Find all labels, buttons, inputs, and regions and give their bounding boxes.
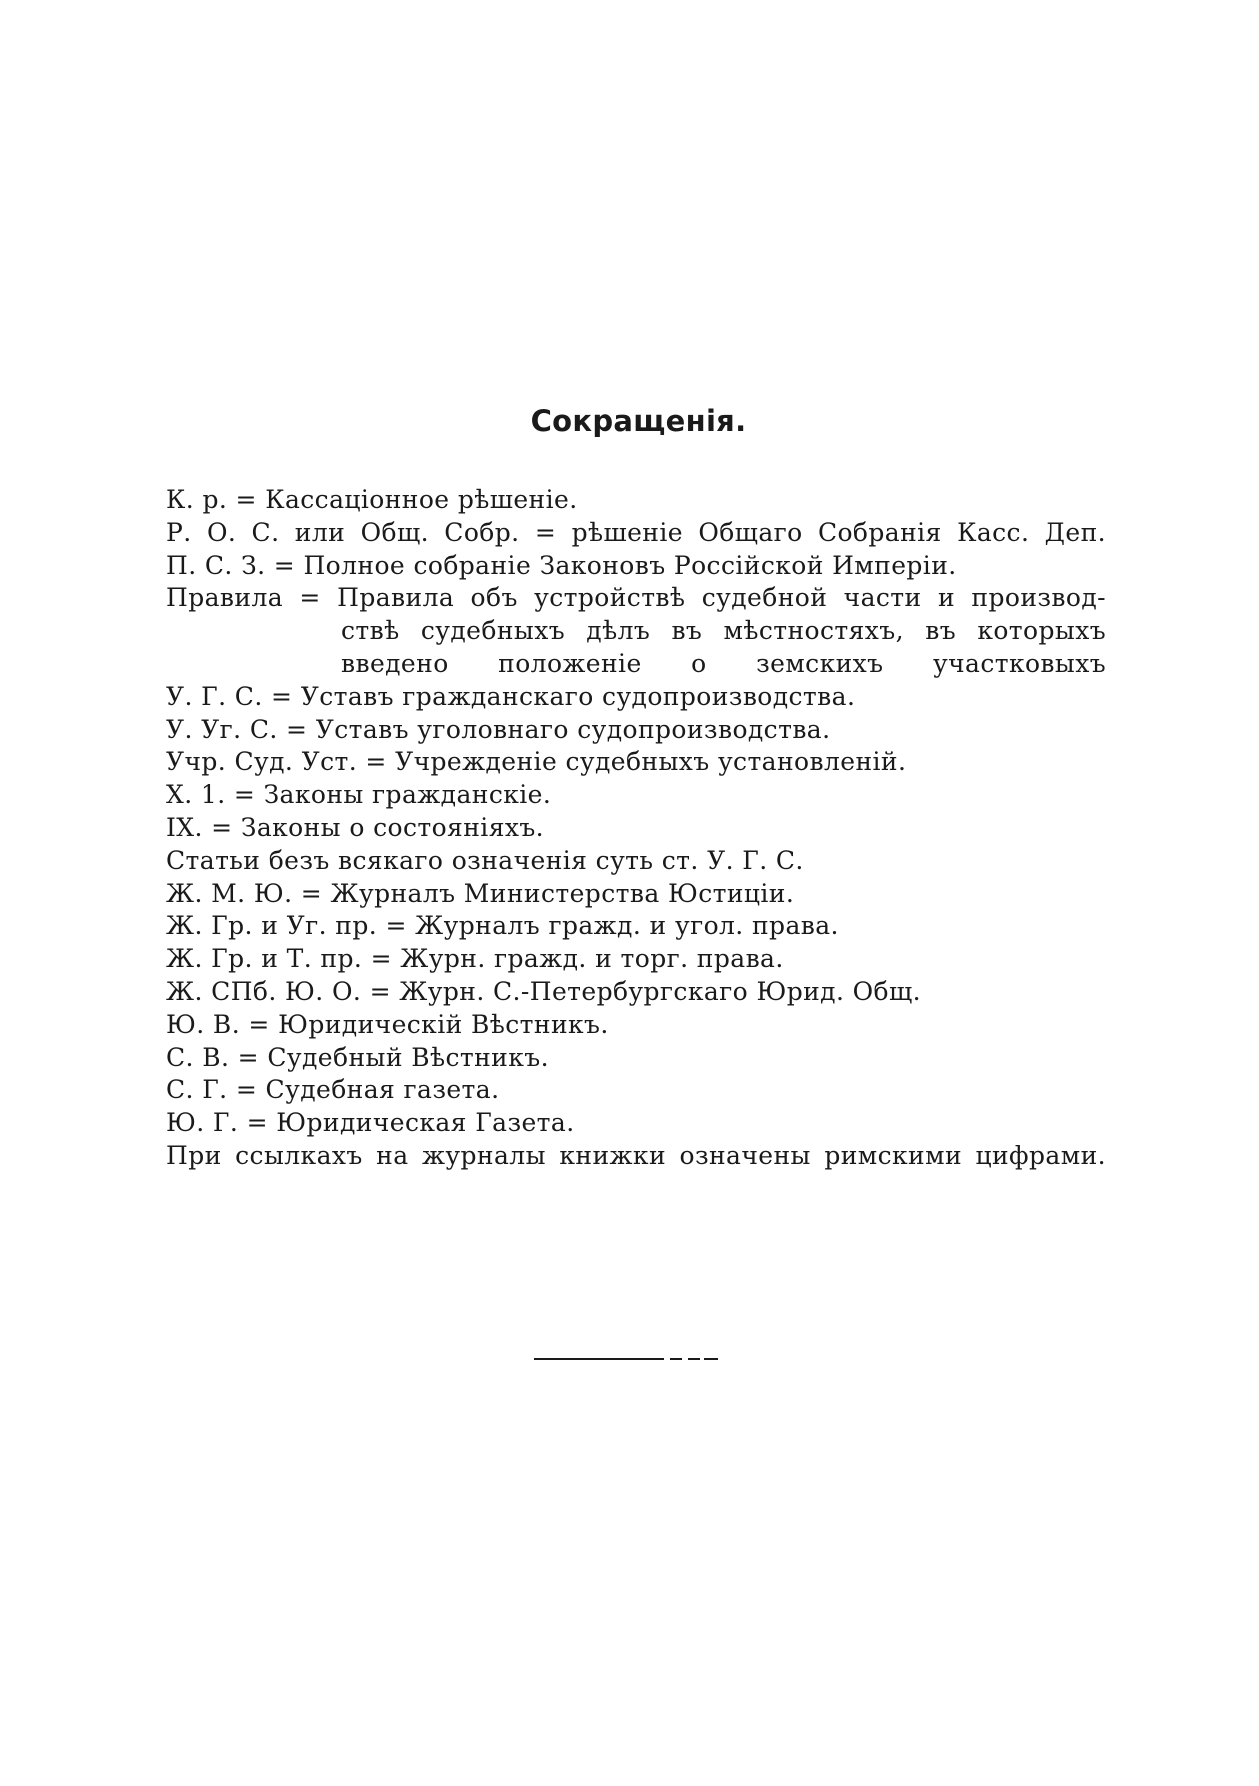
abbreviation-entry: Правила = Правила объ устройствѣ судебной части и производ- — [166, 583, 1106, 613]
abbreviation-entry: Р. О. С. или Общ. Собр. = рѣшеніе Общаго Собранія Касс. Деп. — [166, 517, 1106, 547]
abbreviation-entry: Ж. М. Ю. = Журналъ Министерства Юстиціи. — [166, 878, 795, 908]
abbreviation-entry: IX. = Законы о состояніяхъ. — [166, 812, 545, 842]
abbreviation-entry-continuation: введено положеніе о земскихъ участковыхъ — [341, 648, 1106, 678]
abbreviation-entry-continuation: ствѣ судебныхъ дѣлъ въ мѣстностяхъ, въ которыхъ — [341, 616, 1106, 646]
abbreviation-note: Статьи безъ всякаго означенія суть ст. У. Г. С. — [166, 845, 804, 875]
abbreviation-entry: П. С. З. = Полное собраніе Законовъ Россійской Имперіи. — [166, 550, 957, 580]
abbreviation-entry: Ж. СПб. Ю. О. = Журн. С.-Петербургскаго Юрид. Общ. — [166, 976, 921, 1006]
abbreviation-entry: Учр. Суд. Уст. = Учрежденіе судебныхъ установленій. — [166, 747, 907, 777]
abbreviation-entry: У. Уг. С. = Уставъ уголовнаго судопроизводства. — [166, 714, 831, 744]
page-title: Сокращенія. — [530, 404, 747, 438]
abbreviation-entry: С. Г. = Судебная газета. — [166, 1075, 500, 1105]
abbreviation-note: При ссылкахъ на журналы книжки означены римскими цифрами. — [166, 1140, 1106, 1170]
abbreviation-entry: Х. 1. = Законы гражданскіе. — [166, 780, 552, 810]
abbreviation-entry: С. В. = Судебный Вѣстникъ. — [166, 1042, 549, 1072]
abbreviation-entry: Ю. Г. = Юридическая Газета. — [166, 1108, 575, 1138]
abbreviations-list — [166, 484, 1106, 1173]
abbreviation-entry: К. р. = Кассаціонное рѣшеніе. — [166, 485, 578, 514]
abbreviation-entry: Ж. Гр. и Уг. пр. = Журналъ гражд. и угол. права. — [166, 911, 839, 941]
abbreviation-entry: У. Г. С. = Уставъ гражданскаго судопроизводства. — [166, 681, 856, 711]
abbreviation-entry: Ю. В. = Юридическій Вѣстникъ. — [166, 1009, 609, 1039]
abbreviation-entry: Ж. Гр. и Т. пр. = Журн. гражд. и торг. права. — [166, 944, 784, 974]
